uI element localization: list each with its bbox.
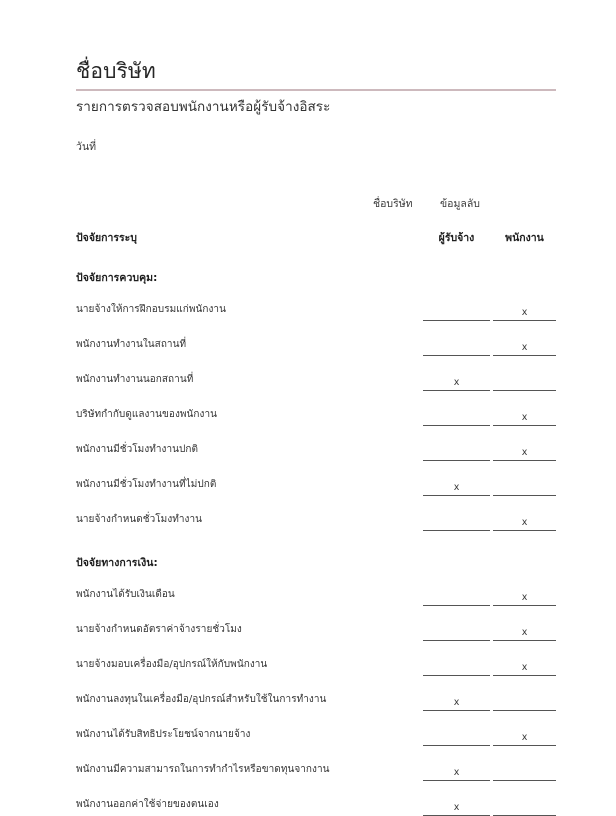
- factor-label: พนักงานได้รับเงินเดือน: [76, 588, 175, 600]
- contractor-mark: x: [423, 765, 490, 781]
- employee-mark: [493, 765, 556, 781]
- contractor-checkbox-cell[interactable]: [423, 606, 490, 641]
- meta-company-label: ชื่อบริษัท: [373, 197, 413, 210]
- employee-checkbox-cell[interactable]: [493, 711, 556, 746]
- employee-checkbox-cell[interactable]: [493, 461, 556, 496]
- contractor-mark: [423, 590, 490, 606]
- contractor-checkbox-cell[interactable]: [423, 711, 490, 746]
- table-row: [76, 496, 556, 531]
- section-title: ปัจจัยทางการเงิน:: [76, 556, 158, 569]
- page-title: ชื่อบริษัท: [76, 59, 156, 83]
- factor-label: นายจ้างมอบเครื่องมือ/อุปกรณ์ให้กับพนักงาน: [76, 658, 268, 670]
- table-row: [76, 426, 556, 461]
- contractor-checkbox-cell[interactable]: [423, 676, 490, 711]
- factor-label: พนักงานมีชั่วโมงทำงานปกติ: [76, 443, 199, 455]
- factor-label: บริษัทกำกับดูแลงานของพนักงาน: [76, 408, 218, 420]
- table-row: [76, 321, 556, 356]
- contractor-mark: [423, 660, 490, 676]
- factor-label: นายจ้างกำหนดชั่วโมงทำงาน: [76, 513, 202, 525]
- employee-mark: x: [493, 305, 556, 321]
- column-header-employee: พนักงาน: [505, 231, 544, 244]
- contractor-checkbox-cell[interactable]: [423, 286, 490, 321]
- employee-checkbox-cell[interactable]: [493, 641, 556, 676]
- employee-mark: [493, 375, 556, 391]
- table-row: [76, 676, 556, 711]
- employee-mark: x: [493, 410, 556, 426]
- contractor-mark: [423, 625, 490, 641]
- table-row: [76, 711, 556, 746]
- factor-label: พนักงานทำงานในสถานที่: [76, 338, 187, 350]
- meta-confidential-label: ข้อมูลลับ: [440, 197, 480, 210]
- table-row: [76, 391, 556, 426]
- employee-checkbox-cell[interactable]: [493, 496, 556, 531]
- table-row: [76, 571, 556, 606]
- employee-checkbox-cell[interactable]: [493, 356, 556, 391]
- employee-mark: x: [493, 730, 556, 746]
- table-row: [76, 606, 556, 641]
- contractor-mark: x: [423, 480, 490, 496]
- section-title: ปัจจัยการควบคุม:: [76, 271, 158, 284]
- table-header-row: [76, 224, 556, 246]
- document-header: [76, 0, 556, 155]
- factor-label: พนักงานทำงานนอกสถานที่: [76, 373, 194, 385]
- employee-checkbox-cell[interactable]: [493, 426, 556, 461]
- document-meta: [76, 195, 556, 211]
- employee-mark: [493, 800, 556, 816]
- contractor-checkbox-cell[interactable]: [423, 321, 490, 356]
- table-row: [76, 461, 556, 496]
- table-row: [76, 781, 556, 816]
- factor-label: พนักงานลงทุนในเครื่องมือ/อุปกรณ์สำหรับใช้ในการทำงาน: [76, 693, 327, 705]
- contractor-checkbox-cell[interactable]: [423, 496, 490, 531]
- table-row: [76, 641, 556, 676]
- employee-mark: [493, 695, 556, 711]
- employee-checkbox-cell[interactable]: [493, 321, 556, 356]
- checklist-head: [76, 224, 556, 246]
- employee-checkbox-cell[interactable]: [493, 781, 556, 816]
- title-divider: [76, 89, 556, 91]
- contractor-checkbox-cell[interactable]: [423, 746, 490, 781]
- employee-checkbox-cell[interactable]: [493, 746, 556, 781]
- factor-label: พนักงานมีความสามารถในการทำกำไรหรือขาดทุนจากงาน: [76, 763, 330, 775]
- contractor-checkbox-cell[interactable]: [423, 461, 490, 496]
- contractor-mark: x: [423, 800, 490, 816]
- document-content: [76, 0, 556, 816]
- table-row: [76, 356, 556, 391]
- factor-label: พนักงานได้รับสิทธิประโยชน์จากนายจ้าง: [76, 728, 251, 740]
- employee-checkbox-cell[interactable]: [493, 606, 556, 641]
- checklist-body: [76, 246, 556, 816]
- contractor-mark: [423, 730, 490, 746]
- employee-mark: x: [493, 660, 556, 676]
- contractor-mark: [423, 445, 490, 461]
- factor-label: พนักงานมีชั่วโมงทำงานที่ไม่ปกติ: [76, 478, 217, 490]
- employee-mark: x: [493, 515, 556, 531]
- employee-mark: x: [493, 340, 556, 356]
- contractor-mark: [423, 305, 490, 321]
- contractor-mark: [423, 515, 490, 531]
- contractor-checkbox-cell[interactable]: [423, 641, 490, 676]
- table-row: [76, 746, 556, 781]
- contractor-checkbox-cell[interactable]: [423, 571, 490, 606]
- contractor-checkbox-cell[interactable]: [423, 356, 490, 391]
- employee-mark: [493, 480, 556, 496]
- table-row: [76, 286, 556, 321]
- employee-checkbox-cell[interactable]: [493, 676, 556, 711]
- contractor-checkbox-cell[interactable]: [423, 426, 490, 461]
- employee-checkbox-cell[interactable]: [493, 571, 556, 606]
- contractor-checkbox-cell[interactable]: [423, 781, 490, 816]
- column-header-contractor: ผู้รับจ้าง: [438, 231, 475, 244]
- document-subtitle: รายการตรวจสอบพนักงานหรือผู้รับจ้างอิสระ: [76, 99, 331, 116]
- factor-label: พนักงานออกค่าใช้จ่ายของตนเอง: [76, 798, 219, 810]
- section-header-row: [76, 531, 556, 571]
- contractor-mark: x: [423, 695, 490, 711]
- checklist-table: [76, 224, 556, 816]
- contractor-checkbox-cell[interactable]: [423, 391, 490, 426]
- employee-mark: x: [493, 590, 556, 606]
- employee-mark: x: [493, 445, 556, 461]
- section-header-row: [76, 246, 556, 286]
- factor-label: นายจ้างให้การฝึกอบรมแก่พนักงาน: [76, 303, 226, 315]
- contractor-mark: [423, 340, 490, 356]
- contractor-mark: x: [423, 375, 490, 391]
- date-label: วันที่: [76, 140, 97, 153]
- employee-mark: x: [493, 625, 556, 641]
- column-header-factor: ปัจจัยการระบุ: [76, 231, 137, 244]
- employee-checkbox-cell[interactable]: [493, 391, 556, 426]
- contractor-mark: [423, 410, 490, 426]
- factor-label: นายจ้างกำหนดอัตราค่าจ้างรายชั่วโมง: [76, 623, 242, 635]
- employee-checkbox-cell[interactable]: [493, 286, 556, 321]
